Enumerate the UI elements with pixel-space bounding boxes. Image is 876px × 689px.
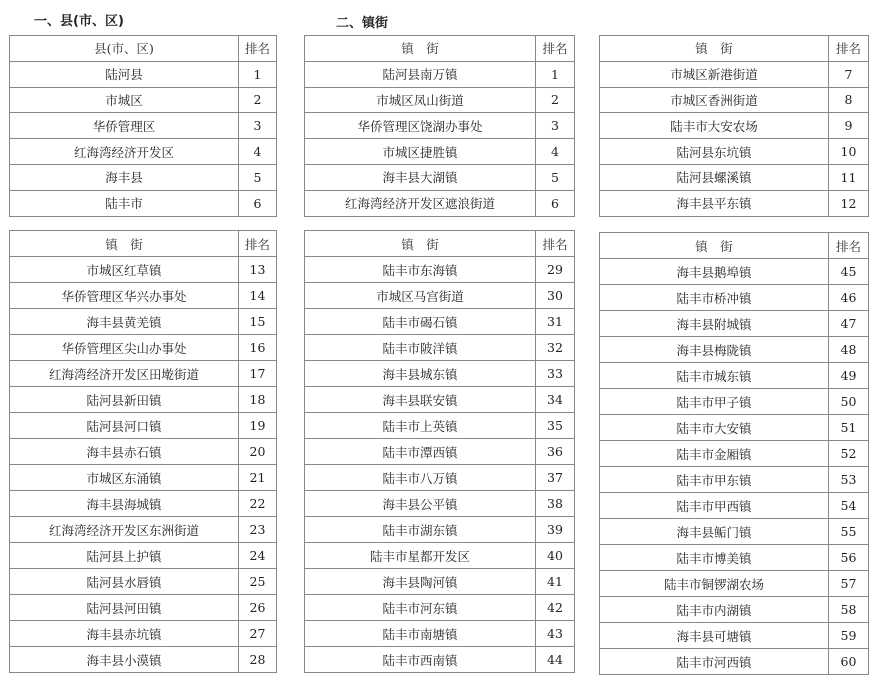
table-row bbox=[305, 595, 575, 621]
rank-cell: 43 bbox=[536, 621, 575, 647]
table-row bbox=[305, 517, 575, 543]
rank-cell: 14 bbox=[239, 283, 277, 309]
rank-cell: 25 bbox=[239, 569, 277, 595]
table-row bbox=[305, 413, 575, 439]
table-row bbox=[10, 465, 277, 491]
rank-cell: 4 bbox=[536, 139, 575, 165]
unit-name-cell: 陆丰市陂洋镇 bbox=[305, 335, 536, 361]
unit-name-cell: 陆丰市甲西镇 bbox=[600, 493, 829, 519]
rank-cell: 39 bbox=[536, 517, 575, 543]
rank-cell: 1 bbox=[239, 61, 277, 87]
town-table-b bbox=[599, 35, 869, 217]
unit-name-cell: 陆丰市大安镇 bbox=[600, 415, 829, 441]
rank-cell: 54 bbox=[829, 493, 869, 519]
rank-cell: 59 bbox=[829, 623, 869, 649]
rank-cell: 15 bbox=[239, 309, 277, 335]
unit-name-cell: 海丰县鲘门镇 bbox=[600, 519, 829, 545]
table-row bbox=[600, 415, 869, 441]
rank-cell: 33 bbox=[536, 361, 575, 387]
town-table-d bbox=[304, 230, 575, 673]
unit-name-cell: 陆丰市西南镇 bbox=[305, 647, 536, 673]
unit-name-cell: 海丰县赤石镇 bbox=[10, 439, 239, 465]
unit-name-cell: 海丰县大湖镇 bbox=[305, 164, 536, 190]
unit-name-cell: 陆丰市内湖镇 bbox=[600, 597, 829, 623]
unit-name-cell: 海丰县陶河镇 bbox=[305, 569, 536, 595]
unit-name-cell: 陆丰市河东镇 bbox=[305, 595, 536, 621]
table-row bbox=[305, 335, 575, 361]
rank-cell: 5 bbox=[536, 164, 575, 190]
rank-cell: 60 bbox=[829, 649, 869, 675]
unit-name-cell: 陆丰市潭西镇 bbox=[305, 439, 536, 465]
unit-name-cell: 陆河县螺溪镇 bbox=[600, 164, 829, 190]
table-row bbox=[305, 621, 575, 647]
rank-cell: 18 bbox=[239, 387, 277, 413]
table-row bbox=[305, 113, 575, 139]
table-row bbox=[305, 387, 575, 413]
unit-name-cell: 陆河县 bbox=[10, 61, 239, 87]
table-row bbox=[10, 61, 277, 87]
rank-cell: 45 bbox=[829, 259, 869, 285]
table-row bbox=[10, 595, 277, 621]
rank-column-header: 排名 bbox=[536, 36, 575, 62]
table-row bbox=[600, 519, 869, 545]
unit-name-cell: 华侨管理区 bbox=[10, 113, 239, 139]
table-row bbox=[10, 543, 277, 569]
unit-name-cell: 陆丰市东海镇 bbox=[305, 257, 536, 283]
unit-name-cell: 陆丰市金厢镇 bbox=[600, 441, 829, 467]
table-row bbox=[10, 309, 277, 335]
unit-name-cell: 海丰县附城镇 bbox=[600, 311, 829, 337]
table-row bbox=[10, 413, 277, 439]
table-row bbox=[305, 283, 575, 309]
unit-name-cell: 陆丰市 bbox=[10, 190, 239, 216]
rank-cell: 46 bbox=[829, 285, 869, 311]
unit-name-cell: 陆丰市湖东镇 bbox=[305, 517, 536, 543]
table-row bbox=[600, 285, 869, 311]
table-row bbox=[10, 569, 277, 595]
unit-name-cell: 市城区红草镇 bbox=[10, 257, 239, 283]
rank-cell: 29 bbox=[536, 257, 575, 283]
table-row bbox=[305, 465, 575, 491]
table-row bbox=[10, 335, 277, 361]
unit-name-cell: 红海湾经济开发区田墘街道 bbox=[10, 361, 239, 387]
table-header-row bbox=[600, 233, 869, 259]
rank-cell: 24 bbox=[239, 543, 277, 569]
rank-cell: 9 bbox=[829, 113, 869, 139]
table-row bbox=[10, 387, 277, 413]
table-row bbox=[600, 493, 869, 519]
unit-name-cell: 陆丰市星都开发区 bbox=[305, 543, 536, 569]
table-row bbox=[10, 257, 277, 283]
rank-cell: 49 bbox=[829, 363, 869, 389]
table-row bbox=[600, 113, 869, 139]
rank-cell: 50 bbox=[829, 389, 869, 415]
unit-name-cell: 海丰县梅陇镇 bbox=[600, 337, 829, 363]
rank-cell: 12 bbox=[829, 190, 869, 216]
name-column-header: 镇 街 bbox=[10, 231, 239, 257]
table-row bbox=[600, 623, 869, 649]
unit-name-cell: 陆丰市八万镇 bbox=[305, 465, 536, 491]
table-row bbox=[600, 164, 869, 190]
table-row bbox=[305, 439, 575, 465]
name-column-header: 镇 街 bbox=[600, 233, 829, 259]
unit-name-cell: 海丰县小漠镇 bbox=[10, 647, 239, 673]
rank-cell: 27 bbox=[239, 621, 277, 647]
rank-column-header: 排名 bbox=[239, 231, 277, 257]
unit-name-cell: 陆河县河田镇 bbox=[10, 595, 239, 621]
rank-cell: 35 bbox=[536, 413, 575, 439]
table-row bbox=[600, 190, 869, 216]
rank-cell: 37 bbox=[536, 465, 575, 491]
unit-name-cell: 市城区香洲街道 bbox=[600, 87, 829, 113]
unit-name-cell: 陆丰市碣石镇 bbox=[305, 309, 536, 335]
town-table-a bbox=[304, 35, 575, 217]
rank-cell: 5 bbox=[239, 164, 277, 190]
rank-cell: 11 bbox=[829, 164, 869, 190]
table-row bbox=[10, 647, 277, 673]
rank-cell: 23 bbox=[239, 517, 277, 543]
unit-name-cell: 海丰县平东镇 bbox=[600, 190, 829, 216]
table-row bbox=[600, 441, 869, 467]
unit-name-cell: 海丰县可塘镇 bbox=[600, 623, 829, 649]
unit-name-cell: 陆丰市铜锣湖农场 bbox=[600, 571, 829, 597]
unit-name-cell: 海丰县海城镇 bbox=[10, 491, 239, 517]
table-row bbox=[305, 164, 575, 190]
unit-name-cell: 海丰县鹅埠镇 bbox=[600, 259, 829, 285]
rank-column-header: 排名 bbox=[239, 36, 277, 62]
name-column-header: 镇 街 bbox=[305, 36, 536, 62]
table-row bbox=[10, 491, 277, 517]
rank-cell: 38 bbox=[536, 491, 575, 517]
rank-cell: 2 bbox=[239, 87, 277, 113]
rank-cell: 56 bbox=[829, 545, 869, 571]
table-row bbox=[305, 569, 575, 595]
rank-cell: 42 bbox=[536, 595, 575, 621]
table-row bbox=[600, 259, 869, 285]
unit-name-cell: 陆河县东坑镇 bbox=[600, 139, 829, 165]
rank-cell: 58 bbox=[829, 597, 869, 623]
unit-name-cell: 海丰县公平镇 bbox=[305, 491, 536, 517]
table-row bbox=[600, 467, 869, 493]
table-row bbox=[600, 139, 869, 165]
rank-cell: 31 bbox=[536, 309, 575, 335]
unit-name-cell: 华侨管理区尖山办事处 bbox=[10, 335, 239, 361]
table-row bbox=[600, 649, 869, 675]
rank-cell: 20 bbox=[239, 439, 277, 465]
unit-name-cell: 红海湾经济开发区 bbox=[10, 139, 239, 165]
unit-name-cell: 陆丰市甲东镇 bbox=[600, 467, 829, 493]
name-column-header: 镇 街 bbox=[305, 231, 536, 257]
table-row bbox=[305, 139, 575, 165]
table-row bbox=[600, 311, 869, 337]
rank-cell: 8 bbox=[829, 87, 869, 113]
table-row bbox=[600, 363, 869, 389]
table-row bbox=[305, 87, 575, 113]
unit-name-cell: 陆丰市上英镇 bbox=[305, 413, 536, 439]
unit-name-cell: 市城区东涌镇 bbox=[10, 465, 239, 491]
table-row bbox=[10, 164, 277, 190]
unit-name-cell: 市城区马宫街道 bbox=[305, 283, 536, 309]
table-row bbox=[10, 139, 277, 165]
table-header-row bbox=[305, 231, 575, 257]
table-row bbox=[305, 61, 575, 87]
name-column-header: 县(市、区) bbox=[10, 36, 239, 62]
table-header-row bbox=[305, 36, 575, 62]
rank-cell: 32 bbox=[536, 335, 575, 361]
unit-name-cell: 陆丰市博美镇 bbox=[600, 545, 829, 571]
rank-cell: 2 bbox=[536, 87, 575, 113]
rank-cell: 22 bbox=[239, 491, 277, 517]
rank-cell: 53 bbox=[829, 467, 869, 493]
rank-cell: 40 bbox=[536, 543, 575, 569]
table-row bbox=[10, 517, 277, 543]
table-row bbox=[10, 361, 277, 387]
rank-cell: 6 bbox=[239, 190, 277, 216]
table-row bbox=[10, 283, 277, 309]
rank-cell: 4 bbox=[239, 139, 277, 165]
rank-cell: 36 bbox=[536, 439, 575, 465]
unit-name-cell: 海丰县黄羌镇 bbox=[10, 309, 239, 335]
table-row bbox=[600, 597, 869, 623]
rank-column-header: 排名 bbox=[829, 36, 869, 62]
rank-cell: 28 bbox=[239, 647, 277, 673]
unit-name-cell: 陆丰市大安农场 bbox=[600, 113, 829, 139]
rank-cell: 44 bbox=[536, 647, 575, 673]
rank-column-header: 排名 bbox=[829, 233, 869, 259]
table-row bbox=[600, 87, 869, 113]
unit-name-cell: 红海湾经济开发区遮浪街道 bbox=[305, 190, 536, 216]
unit-name-cell: 市城区 bbox=[10, 87, 239, 113]
unit-name-cell: 海丰县联安镇 bbox=[305, 387, 536, 413]
unit-name-cell: 陆丰市桥冲镇 bbox=[600, 285, 829, 311]
county-table bbox=[9, 35, 277, 217]
name-column-header: 镇 街 bbox=[600, 36, 829, 62]
table-row bbox=[305, 491, 575, 517]
rank-cell: 55 bbox=[829, 519, 869, 545]
table-header-row bbox=[10, 231, 277, 257]
rank-cell: 19 bbox=[239, 413, 277, 439]
rank-cell: 6 bbox=[536, 190, 575, 216]
rank-cell: 17 bbox=[239, 361, 277, 387]
unit-name-cell: 市城区捷胜镇 bbox=[305, 139, 536, 165]
table-row bbox=[10, 87, 277, 113]
unit-name-cell: 陆河县南万镇 bbox=[305, 61, 536, 87]
unit-name-cell: 陆丰市南塘镇 bbox=[305, 621, 536, 647]
unit-name-cell: 陆河县水唇镇 bbox=[10, 569, 239, 595]
rank-cell: 1 bbox=[536, 61, 575, 87]
table-header-row bbox=[600, 36, 869, 62]
unit-name-cell: 华侨管理区华兴办事处 bbox=[10, 283, 239, 309]
unit-name-cell: 陆丰市甲子镇 bbox=[600, 389, 829, 415]
rank-cell: 26 bbox=[239, 595, 277, 621]
rank-cell: 47 bbox=[829, 311, 869, 337]
rank-cell: 21 bbox=[239, 465, 277, 491]
table-row bbox=[305, 190, 575, 216]
rank-cell: 52 bbox=[829, 441, 869, 467]
table-row bbox=[305, 361, 575, 387]
rank-cell: 13 bbox=[239, 257, 277, 283]
rank-cell: 7 bbox=[829, 61, 869, 87]
rank-cell: 51 bbox=[829, 415, 869, 441]
table-row bbox=[305, 257, 575, 283]
unit-name-cell: 海丰县 bbox=[10, 164, 239, 190]
unit-name-cell: 陆河县上护镇 bbox=[10, 543, 239, 569]
table-row bbox=[10, 190, 277, 216]
table-row bbox=[305, 543, 575, 569]
table-row bbox=[10, 621, 277, 647]
rank-cell: 41 bbox=[536, 569, 575, 595]
unit-name-cell: 海丰县城东镇 bbox=[305, 361, 536, 387]
rank-cell: 3 bbox=[536, 113, 575, 139]
table-row bbox=[10, 439, 277, 465]
rank-cell: 57 bbox=[829, 571, 869, 597]
rank-cell: 16 bbox=[239, 335, 277, 361]
table-row bbox=[10, 113, 277, 139]
table-row bbox=[305, 309, 575, 335]
unit-name-cell: 陆河县河口镇 bbox=[10, 413, 239, 439]
rank-cell: 34 bbox=[536, 387, 575, 413]
unit-name-cell: 海丰县赤坑镇 bbox=[10, 621, 239, 647]
town-table-c bbox=[9, 230, 277, 673]
section1-title: 一、县(市、区) bbox=[34, 14, 124, 29]
table-row bbox=[600, 571, 869, 597]
unit-name-cell: 市城区凤山街道 bbox=[305, 87, 536, 113]
unit-name-cell: 红海湾经济开发区东洲街道 bbox=[10, 517, 239, 543]
unit-name-cell: 陆河县新田镇 bbox=[10, 387, 239, 413]
table-row bbox=[600, 389, 869, 415]
rank-column-header: 排名 bbox=[536, 231, 575, 257]
rank-cell: 30 bbox=[536, 283, 575, 309]
town-table-e bbox=[599, 232, 869, 675]
table-row bbox=[305, 647, 575, 673]
section2-title: 二、镇街 bbox=[336, 16, 389, 31]
table-row bbox=[600, 61, 869, 87]
unit-name-cell: 陆丰市城东镇 bbox=[600, 363, 829, 389]
rank-cell: 48 bbox=[829, 337, 869, 363]
rank-cell: 10 bbox=[829, 139, 869, 165]
unit-name-cell: 陆丰市河西镇 bbox=[600, 649, 829, 675]
rank-cell: 3 bbox=[239, 113, 277, 139]
table-header-row bbox=[10, 36, 277, 62]
table-row bbox=[600, 545, 869, 571]
unit-name-cell: 华侨管理区饶湖办事处 bbox=[305, 113, 536, 139]
table-row bbox=[600, 337, 869, 363]
unit-name-cell: 市城区新港街道 bbox=[600, 61, 829, 87]
